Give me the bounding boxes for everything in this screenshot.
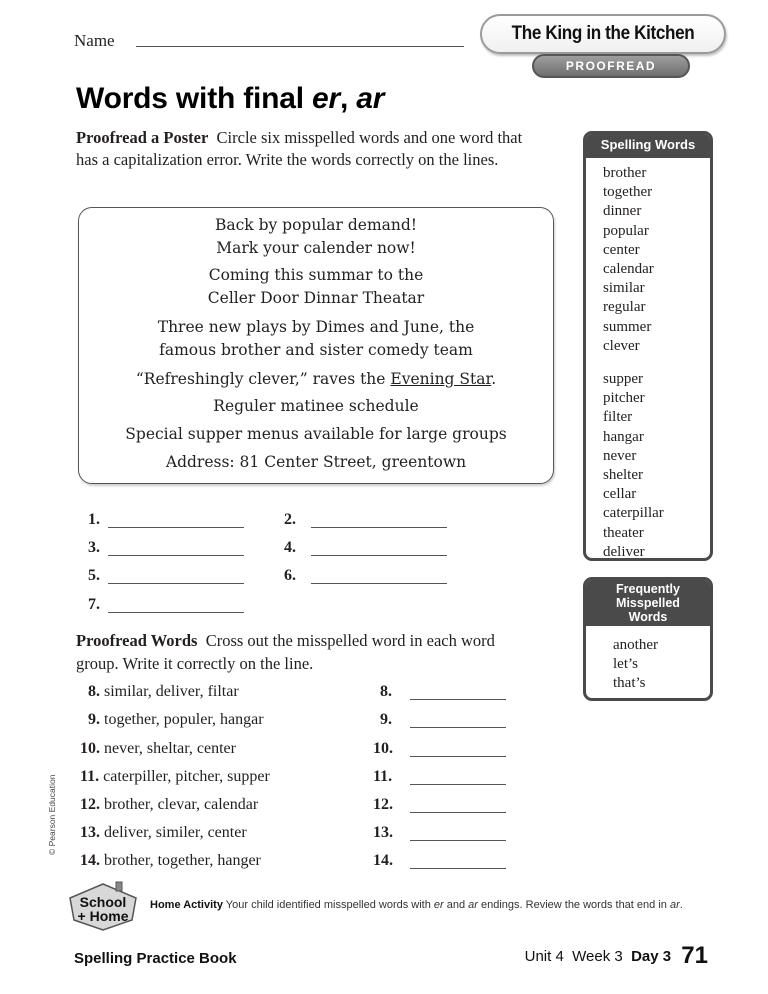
word-group-text[interactable]: similar, deliver, filtar: [104, 683, 239, 700]
poster-box: [78, 207, 554, 484]
spelling-word: filter: [603, 409, 633, 426]
answer-blank[interactable]: [108, 583, 244, 584]
answer-blank[interactable]: [410, 840, 506, 841]
poster-line[interactable]: Three new plays by Dimes and June, the: [157, 318, 475, 336]
spelling-word: caterpillar: [603, 505, 664, 522]
answer-number: 14.: [373, 852, 393, 869]
story-title: The King in the Kitchen: [511, 23, 695, 44]
spelling-word: pitcher: [603, 390, 645, 407]
answer-blank[interactable]: [410, 756, 506, 757]
answer-number: 3.: [88, 539, 100, 556]
spelling-word: theater: [603, 524, 644, 541]
item-number: 12.: [80, 796, 100, 813]
spelling-word: hangar: [603, 428, 644, 445]
home-activity-text: endings. Review the words that end in: [477, 899, 670, 911]
svg-text:+ Home: + Home: [77, 908, 129, 924]
page-title-er: er: [312, 82, 341, 115]
home-activity-er: er: [433, 899, 444, 911]
answer-2: [284, 511, 296, 529]
word-group-12: [80, 796, 258, 814]
spelling-word: together: [603, 184, 653, 201]
quote-text: “Refreshingly clever,” raves the: [135, 370, 391, 388]
poster-line[interactable]: Special supper menus available for large groups: [125, 425, 507, 443]
word-group-text[interactable]: never, sheltar, center: [104, 740, 236, 757]
item-number: 14.: [80, 852, 100, 869]
word-group-13: [80, 824, 247, 842]
answer-11: [373, 768, 392, 786]
unit-label: Unit 4: [524, 948, 564, 965]
word-group-text[interactable]: brother, together, hanger: [104, 852, 261, 869]
answer-9: [380, 711, 392, 729]
poster-line[interactable]: Celler Door Dinnar Theatar: [207, 289, 425, 307]
answer-blank[interactable]: [311, 583, 447, 584]
answer-number: 2.: [284, 511, 296, 528]
answer-blank[interactable]: [410, 812, 506, 813]
quote-period: .: [491, 370, 497, 388]
title-line: Frequently: [616, 582, 680, 596]
answer-number: 12.: [373, 796, 393, 813]
spelling-word: center: [603, 241, 640, 258]
answer-number: 8.: [380, 683, 392, 700]
poster-line[interactable]: Address: 81 Center Street, greentown: [165, 453, 467, 471]
title-line: Words: [628, 610, 668, 624]
frequently-misspelled-list: [586, 626, 710, 694]
word-group-text[interactable]: caterpiller, pitcher, supper: [103, 768, 270, 785]
home-activity-label: Home Activity: [150, 899, 223, 911]
poster-instructions: [76, 127, 546, 170]
answer-number: 13.: [373, 824, 393, 841]
answer-3: [88, 539, 100, 557]
home-activity-text: .: [679, 899, 683, 911]
word-group-text[interactable]: brother, clevar, calendar: [104, 796, 259, 813]
answer-number: 5.: [88, 567, 100, 584]
answer-blank[interactable]: [108, 527, 244, 528]
answer-blank[interactable]: [410, 868, 506, 869]
word-group-text[interactable]: deliver, similer, center: [104, 824, 247, 841]
answer-1: [88, 511, 100, 529]
word-group-8: [88, 683, 239, 701]
copyright: © Pearson Education: [47, 774, 57, 855]
page-info: [525, 942, 708, 970]
answer-number: 4.: [284, 539, 296, 556]
word-group-9: [88, 711, 264, 729]
section-label: PROOFREAD: [532, 54, 690, 78]
misspelled-word: another: [613, 637, 658, 653]
poster-line[interactable]: Back by popular demand!: [214, 216, 418, 234]
answer-number: 10.: [373, 740, 393, 757]
spelling-word: deliver: [603, 543, 645, 560]
home-activity-ar: ar: [468, 899, 478, 911]
word-group-11: [80, 768, 270, 786]
page-title: [76, 82, 384, 116]
answer-7: [88, 596, 100, 614]
name-input-line[interactable]: [136, 46, 464, 47]
answer-10: [373, 740, 393, 758]
home-activity-text: Your child identified misspelled words with: [222, 899, 434, 911]
spelling-words-group-2: [586, 356, 710, 561]
answer-8: [380, 683, 392, 701]
item-number: 8.: [88, 683, 100, 700]
spelling-word: never: [603, 447, 637, 464]
word-group-14: [80, 852, 261, 870]
item-number: 9.: [88, 711, 100, 728]
answer-12: [373, 796, 393, 814]
spelling-word: regular: [603, 299, 646, 316]
poster-instructions-text: Circle six misspelled words and one word that has a capitalization error. Write the words correctly on the lines.: [76, 128, 523, 169]
poster-heading: Proofread a Poster: [76, 128, 209, 147]
svg-text:School: School: [79, 894, 127, 910]
spelling-word: clever: [603, 337, 640, 354]
newspaper-title: Evening Star: [390, 370, 492, 388]
answer-blank[interactable]: [410, 727, 506, 728]
answer-6: [284, 567, 296, 585]
item-number: 11.: [80, 768, 100, 785]
page-title-comma: ,: [340, 82, 357, 115]
answer-number: 11.: [373, 768, 393, 785]
poster-line[interactable]: Reguler matinee schedule: [213, 397, 419, 415]
words-instructions-text: Cross out the misspelled word in each word group. Write it correctly on the line.: [76, 631, 495, 673]
spelling-word: brother: [603, 165, 647, 181]
answer-blank[interactable]: [311, 555, 447, 556]
answer-number: 7.: [88, 596, 100, 613]
word-group-10: [80, 740, 236, 758]
poster-line[interactable]: famous brother and sister comedy team: [159, 341, 473, 359]
spelling-word: cellar: [603, 486, 637, 503]
spelling-words-group-1: [586, 158, 710, 356]
answer-blank[interactable]: [108, 555, 244, 556]
book-title: Spelling Practice Book: [74, 950, 237, 967]
answer-14: [373, 852, 393, 870]
answer-number: 9.: [380, 711, 392, 728]
frequently-misspelled-title: [586, 580, 710, 626]
spelling-word: dinner: [603, 203, 642, 220]
spelling-word: shelter: [603, 467, 643, 484]
spelling-words-title: Spelling Words: [586, 134, 710, 158]
spelling-word: calendar: [603, 261, 654, 278]
school-home-logo-icon: [66, 880, 140, 932]
spelling-word: popular: [603, 222, 649, 239]
answer-blank[interactable]: [108, 612, 244, 613]
misspelled-word: let’s: [613, 656, 638, 673]
poster-line[interactable]: Coming this summar to the: [208, 266, 424, 284]
answer-4: [284, 539, 296, 557]
home-activity-ar: ar: [669, 899, 680, 911]
home-activity-text: and: [443, 899, 469, 911]
story-title-badge: [480, 14, 726, 54]
item-number: 10.: [80, 740, 100, 757]
spelling-word: supper: [603, 371, 643, 388]
misspelled-word: that’s: [613, 675, 646, 692]
answer-blank[interactable]: [410, 699, 506, 700]
poster-quote-line[interactable]: [79, 370, 553, 388]
answer-blank[interactable]: [410, 784, 506, 785]
day-label: Day 3: [631, 948, 672, 965]
words-heading: Proofread Words: [76, 631, 198, 650]
answer-number: 6.: [284, 567, 296, 584]
poster-line[interactable]: Mark your calender now!: [216, 239, 416, 257]
answer-blank[interactable]: [311, 527, 447, 528]
answer-13: [373, 824, 393, 842]
spelling-word: similar: [603, 280, 645, 297]
item-number: 13.: [80, 824, 100, 841]
page-number: 71: [681, 942, 708, 969]
answer-5: [88, 567, 100, 585]
word-group-text[interactable]: together, populer, hangar: [104, 711, 264, 728]
words-instructions: [76, 630, 516, 675]
spelling-words-box: [583, 131, 713, 561]
week-label: Week 3: [572, 948, 623, 965]
name-label: Name: [74, 31, 115, 50]
answer-number: 1.: [88, 511, 100, 528]
page-title-ar: ar: [356, 82, 385, 115]
title-line: Misspelled: [616, 596, 680, 610]
page-title-prefix: Words with final: [76, 82, 313, 115]
spelling-word: summer: [603, 318, 652, 335]
home-activity-note: [150, 898, 695, 913]
frequently-misspelled-box: [583, 577, 713, 701]
